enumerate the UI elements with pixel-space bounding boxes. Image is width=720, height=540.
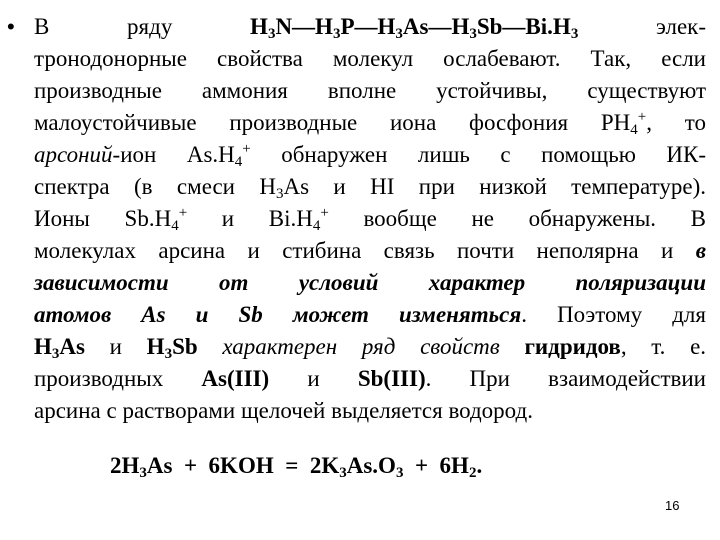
text-line-2: тронодонорные свойства молекул ослабевают. Так, если bbox=[34, 46, 706, 71]
text-line-11: $H_3As$ и $H_3Sb$ характерен ряд свойств гидридов, т. е. bbox=[34, 334, 707, 362]
text-line-3: производные аммония вполне устойчивы, существуют bbox=[34, 78, 706, 103]
bullet-point: • bbox=[7, 14, 15, 39]
text-line-9: зависимости от условий характер поляризации bbox=[34, 270, 706, 295]
text-line-10: атомов As и Sb может изменяться. Поэтому для bbox=[34, 302, 706, 327]
bismuthonium-ion: $Bi.H_4^+$ bbox=[268, 205, 329, 234]
stibine-formula: $H_3Sb$ bbox=[146, 334, 198, 362]
text: элек- bbox=[578, 14, 706, 39]
arsine-formula: $H_3As$ bbox=[34, 334, 85, 362]
page-number: 16 bbox=[665, 498, 680, 513]
text: В ряду bbox=[34, 14, 251, 39]
text-line-12: производных As(III) и Sb(III). При взаимодействии bbox=[34, 366, 706, 391]
text-line-7: Ионы $Sb.H_4^+$ и $Bi.H_4^+$ вообще не обнаружены. В bbox=[34, 205, 707, 234]
text-line-13: арсина с растворами щелочей выделяется водород. bbox=[34, 398, 533, 423]
stibonium-ion: $Sb.H_4^+$ bbox=[124, 205, 188, 234]
arsonium-ion: $As.H_4^+$ bbox=[186, 141, 251, 170]
text-line-5: арсоний-ион $As.H_4^+$ обнаружен лишь с помощью ИК- bbox=[34, 141, 706, 170]
text-line-1 bbox=[34, 11, 706, 43]
reaction-equation: $2H_3As + 6KOH = 2K_3As.O_3 + 6H_2$. bbox=[110, 453, 483, 481]
text-line-4: малоустойчивые производные иона фосфония $PH_4^+$, то bbox=[34, 109, 706, 138]
phosphonium-ion: $PH_4^+$ bbox=[600, 109, 647, 138]
text-line-8: молекулах арсина и стибина связь почти неполярна и в bbox=[34, 238, 706, 263]
text-line-6: спектра (в смеси $H_3As$ и HI при низкой температуре). bbox=[34, 174, 706, 202]
hydride-series-formula: $H_3N—H_3P—H_3As—H_3Sb—Bi.H_3$ bbox=[250, 14, 579, 42]
